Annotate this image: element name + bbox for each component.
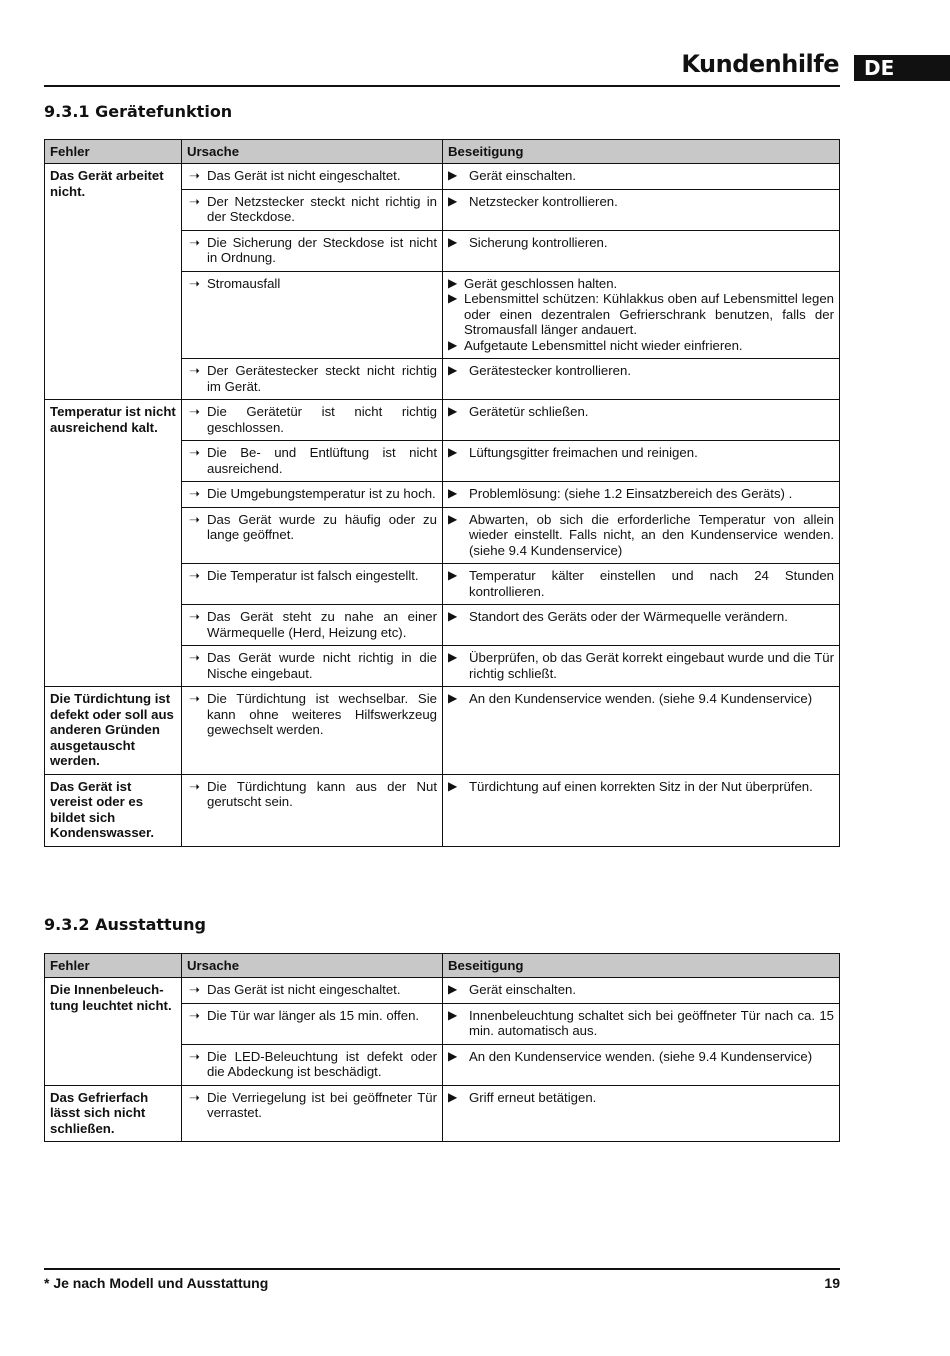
- fix-text: Überprüfen, ob das Gerät korrekt eingebaut wurde und die Tür richtig schließt.: [469, 650, 834, 681]
- fix-cell: [443, 164, 840, 190]
- section-title-ausstattung: 9.3.2 Ausstattung: [44, 915, 206, 934]
- cause-cell: [182, 400, 443, 441]
- page-header-title: Kundenhilfe: [681, 50, 839, 78]
- cause-cell: [182, 774, 443, 846]
- cause-cell: [182, 687, 443, 775]
- table-row: [45, 400, 840, 441]
- cause-cell: [182, 1044, 443, 1085]
- arrow-right-icon: ➝: [189, 650, 200, 665]
- arrow-right-icon: ➝: [189, 778, 200, 794]
- fix-cell: [443, 507, 840, 564]
- cause-text: Der Gerätestecker steckt nicht richtig im Gerät.: [207, 363, 437, 394]
- column-header-fault: Fehler: [45, 954, 182, 978]
- footer-note: * Je nach Modell und Ausstattung: [44, 1275, 269, 1291]
- triangle-bullet-icon: ▶: [448, 234, 458, 249]
- arrow-right-icon: ➝: [189, 691, 200, 706]
- fix-cell: [443, 189, 840, 230]
- footer-divider: [44, 1268, 840, 1270]
- section-title-geraetefunktion: 9.3.1 Gerätefunktion: [44, 102, 233, 121]
- cause-text: Die Umgebungstemperatur ist zu hoch.: [207, 486, 436, 501]
- arrow-right-icon: ➝: [189, 193, 200, 209]
- fix-text: Abwarten, ob sich die erforderliche Temperatur von allein wieder einstellt. Falls nicht, an den Kundenservice wenden. (siehe 9.4 Kundenservice): [469, 511, 834, 558]
- fault-cell: Temperatur ist nicht ausreichend kalt.: [45, 400, 182, 687]
- arrow-right-icon: ➝: [189, 486, 200, 501]
- cause-text: Der Netzstecker steckt nicht richtig in der Steckdose.: [207, 193, 437, 224]
- table-header-row: [45, 140, 840, 164]
- column-header-fault: Fehler: [45, 140, 182, 164]
- fix-text: Gerät einschalten.: [469, 982, 577, 997]
- fix-cell: [443, 564, 840, 605]
- cause-text: Das Gerät wurde nicht richtig in die Nische eingebaut.: [207, 650, 437, 681]
- cause-text: Die LED-Beleuchtung ist defekt oder die Abdeckung ist beschädigt.: [207, 1048, 437, 1079]
- fix-text: Netzstecker kontrollieren.: [469, 193, 618, 209]
- column-header-fix: Beseitigung: [443, 954, 840, 978]
- fix-text: Gerätetür schließen.: [469, 404, 589, 419]
- cause-cell: [182, 605, 443, 646]
- fix-text: An den Kundenservice wenden. (siehe 9.4 Kundenservice): [469, 1048, 813, 1064]
- cause-text: Die Sicherung der Steckdose ist nicht in Ordnung.: [207, 234, 437, 265]
- fix-text: Gerät einschalten.: [469, 168, 577, 183]
- triangle-bullet-icon: ▶: [448, 650, 458, 664]
- cause-text: Stromausfall: [207, 275, 281, 291]
- cause-cell: [182, 189, 443, 230]
- fix-cell: [443, 400, 840, 441]
- arrow-right-icon: ➝: [189, 445, 200, 460]
- fix-cell: [443, 1003, 840, 1044]
- header-divider: [44, 85, 840, 87]
- cause-cell: [182, 507, 443, 564]
- cause-cell: [182, 564, 443, 605]
- cause-text: Die Tür war länger als 15 min. offen.: [207, 1007, 420, 1023]
- fix-cell: [443, 359, 840, 400]
- cause-cell: [182, 978, 443, 1004]
- cause-text: Das Gerät wurde zu häufig oder zu lange geöffnet.: [207, 511, 437, 542]
- arrow-right-icon: ➝: [189, 404, 200, 419]
- fix-cell: [443, 482, 840, 508]
- cause-cell: [182, 164, 443, 190]
- arrow-right-icon: ➝: [189, 568, 200, 583]
- triangle-bullet-icon: ▶: [448, 1048, 458, 1063]
- triangle-bullet-icon: ▶: [448, 982, 458, 996]
- arrow-right-icon: ➝: [189, 1048, 200, 1064]
- triangle-bullet-icon: ▶: [448, 193, 458, 208]
- cause-text: Das Gerät ist nicht eingeschaltet.: [207, 168, 401, 183]
- fix-text: Gerätestecker kontrollieren.: [469, 363, 631, 378]
- triangle-bullet-icon: ▶: [448, 445, 458, 459]
- arrow-right-icon: ➝: [189, 234, 200, 250]
- triangle-bullet-icon: ▶: [448, 1007, 458, 1022]
- cause-text: Das Gerät steht zu nahe an einer Wärmequelle (Herd, Heizung etc).: [207, 609, 437, 640]
- arrow-right-icon: ➝: [189, 1089, 200, 1105]
- fix-text: Innenbeleuchtung schaltet sich bei geöffneter Tür nach ca. 15 min. automatisch aus.: [469, 1007, 834, 1038]
- triangle-bullet-icon: ▶: [448, 404, 458, 418]
- fix-cell: [443, 687, 840, 775]
- fix-cell: [443, 441, 840, 482]
- fix-text: Aufgetaute Lebensmittel nicht wieder einfrieren.: [464, 337, 743, 353]
- fix-cell: [443, 978, 840, 1004]
- cause-text: Das Gerät ist nicht eingeschaltet.: [207, 982, 401, 997]
- fix-text: Gerät geschlossen halten.: [464, 275, 618, 291]
- triangle-bullet-icon: ▶: [448, 609, 458, 623]
- fix-cell: [443, 774, 840, 846]
- fault-cell: Die Türdichtung ist defekt oder soll aus anderen Gründen ausgetauscht werden.: [45, 687, 182, 775]
- arrow-right-icon: ➝: [189, 609, 200, 624]
- fix-text: Griff erneut betätigen.: [469, 1089, 597, 1105]
- fault-cell: Das Gefrierfach lässt sich nicht schließen.: [45, 1085, 182, 1142]
- fault-cell: Die Innenbeleuchtung leuchtet nicht.: [45, 978, 182, 1086]
- triangle-bullet-icon: ▶: [448, 168, 458, 182]
- table-row: [45, 687, 840, 775]
- fix-cell: [443, 1044, 840, 1085]
- fix-text: Problemlösung: (siehe 1.2 Einsatzbereich des Geräts) .: [469, 486, 793, 501]
- cause-cell: [182, 441, 443, 482]
- triangle-bullet-icon: ▶: [448, 486, 458, 500]
- fix-cell: [443, 230, 840, 271]
- column-header-fix: Beseitigung: [443, 140, 840, 164]
- fix-cell: [443, 605, 840, 646]
- table-row: [45, 1085, 840, 1142]
- triangle-bullet-icon: ▶: [448, 1089, 458, 1104]
- triangle-bullet-icon: ▶: [448, 291, 458, 305]
- table-row: [45, 164, 840, 190]
- troubleshooting-table-ausstattung: [44, 953, 840, 1142]
- arrow-right-icon: ➝: [189, 511, 200, 527]
- page-number: 19: [824, 1275, 840, 1291]
- cause-text: Die Be- und Entlüftung ist nicht ausreichend.: [207, 445, 437, 476]
- fix-text: Lüftungsgitter freimachen und reinigen.: [469, 445, 698, 460]
- triangle-bullet-icon: ▶: [448, 363, 458, 377]
- fix-text: Sicherung kontrollieren.: [469, 234, 608, 250]
- triangle-bullet-icon: ▶: [448, 275, 458, 290]
- fix-text: Türdichtung auf einen korrekten Sitz in der Nut überprüfen.: [469, 778, 813, 794]
- arrow-right-icon: ➝: [189, 168, 200, 183]
- troubleshooting-table-geraetefunktion: [44, 139, 840, 847]
- arrow-right-icon: ➝: [189, 1007, 200, 1023]
- triangle-bullet-icon: ▶: [448, 511, 458, 526]
- triangle-bullet-icon: ▶: [448, 691, 458, 705]
- table-row: [45, 774, 840, 846]
- arrow-right-icon: ➝: [189, 363, 200, 378]
- column-header-cause: Ursache: [182, 140, 443, 164]
- table-row: [45, 978, 840, 1004]
- table-header-row: [45, 954, 840, 978]
- cause-cell: [182, 646, 443, 687]
- fix-cell: [443, 1085, 840, 1142]
- language-badge: DE: [854, 55, 950, 81]
- fault-cell: Das Gerät arbeitet nicht.: [45, 164, 182, 400]
- cause-text: Die Temperatur ist falsch eingestellt.: [207, 568, 419, 583]
- triangle-bullet-icon: ▶: [448, 778, 458, 793]
- cause-cell: [182, 230, 443, 271]
- fix-text: Temperatur kälter einstellen und nach 24 Stunden kontrollieren.: [469, 568, 834, 599]
- fix-cell: [443, 646, 840, 687]
- column-header-cause: Ursache: [182, 954, 443, 978]
- cause-text: Die Türdichtung ist wechselbar. Sie kann ohne weiteres Hilfswerkzeug gewechselt werden.: [207, 691, 437, 737]
- cause-text: Die Türdichtung kann aus der Nut gerutscht sein.: [207, 778, 437, 809]
- fault-cell: Das Gerät ist vereist oder es bildet sich Kondenswasser.: [45, 774, 182, 846]
- arrow-right-icon: ➝: [189, 275, 200, 291]
- arrow-right-icon: ➝: [189, 982, 200, 997]
- cause-text: Die Verriegelung ist bei geöffneter Tür verrastet.: [207, 1089, 437, 1120]
- cause-cell: [182, 482, 443, 508]
- cause-text: Die Gerätetür ist nicht richtig geschlossen.: [207, 404, 437, 435]
- triangle-bullet-icon: ▶: [448, 337, 458, 352]
- fix-text: An den Kundenservice wenden. (siehe 9.4 Kundenservice): [469, 691, 813, 706]
- cause-cell: [182, 1085, 443, 1142]
- cause-cell: [182, 271, 443, 359]
- triangle-bullet-icon: ▶: [448, 568, 458, 582]
- cause-cell: [182, 359, 443, 400]
- cause-cell: [182, 1003, 443, 1044]
- fix-text: Standort des Geräts oder der Wärmequelle verändern.: [469, 609, 788, 624]
- fix-text: Lebensmittel schützen: Kühlakkus oben auf Lebensmittel legen oder einen dezentralen Gefrierschrank benutzen, falls der Stromausfall länger andauert.: [464, 291, 834, 337]
- fix-cell: [443, 271, 840, 359]
